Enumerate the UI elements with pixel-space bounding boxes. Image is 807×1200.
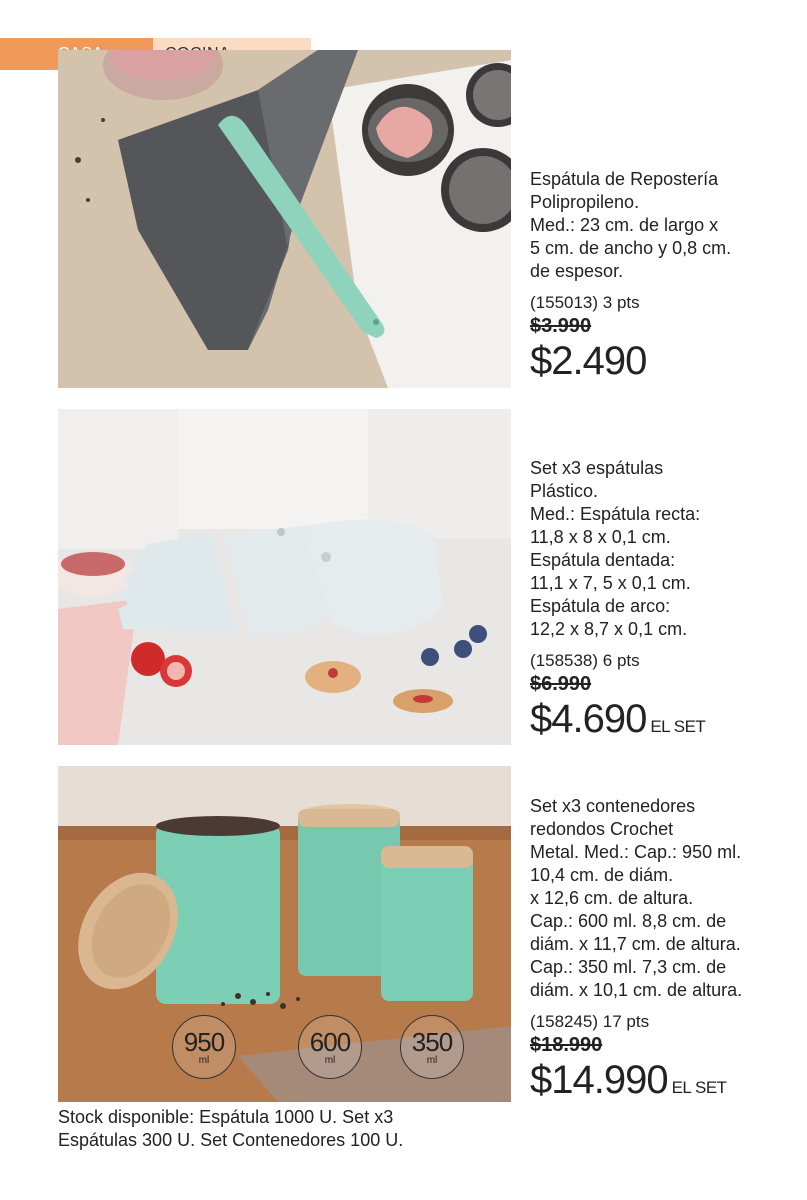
old-price: $18.990 (530, 1034, 603, 1056)
new-price-value: $4.690 (530, 697, 647, 741)
capacity-value: 350 (411, 1026, 453, 1057)
product-photo-scrapers (58, 409, 511, 745)
scrapers-image (58, 409, 511, 745)
stock-note (58, 1106, 478, 1152)
description-line: Med.: Espátula recta: (530, 504, 701, 524)
product-code: (158538) 6 pts (530, 651, 640, 670)
description-line: 11,8 x 8 x 0,1 cm. (530, 527, 671, 547)
capacity-badge-600 (298, 1015, 362, 1079)
stock-line: Stock disponible: Espátula 1000 U. Set x3 (58, 1107, 394, 1127)
new-price (530, 338, 800, 384)
product-info-spatula (530, 168, 800, 384)
product-code: (155013) 3 pts (530, 293, 640, 312)
description-line: Espátula dentada: (530, 550, 676, 570)
description-line: Cap.: 600 ml. 8,8 cm. de (530, 911, 727, 931)
capacity-unit: ml (426, 1054, 438, 1066)
stock-line: Espátulas 300 U. Set Contenedores 100 U. (58, 1130, 404, 1150)
capacity-badge-350 (400, 1015, 464, 1079)
description-line: Set x3 contenedores (530, 796, 696, 816)
capacity-value: 950 (183, 1026, 225, 1057)
spatula-image (58, 50, 511, 388)
capacity-unit: ml (324, 1054, 336, 1066)
capacity-unit: ml (198, 1054, 210, 1066)
description-line: Set x3 espátulas (530, 458, 664, 478)
description-line: 5 cm. de ancho y 0,8 cm. (530, 238, 732, 258)
old-price: $6.990 (530, 673, 592, 695)
description-line: de espesor. (530, 261, 624, 281)
description-line: redondos Crochet (530, 819, 674, 839)
description-line: Metal. Med.: Cap.: 950 ml. (530, 842, 742, 862)
description-line: diám. x 11,7 cm. de altura. (530, 934, 741, 954)
description-line: Polipropileno. (530, 192, 640, 212)
description-line: Plástico. (530, 481, 599, 501)
description-line: diám. x 10,1 cm. de altura. (530, 980, 743, 1000)
product-info-scrapers (530, 457, 800, 750)
description-line: Cap.: 350 ml. 7,3 cm. de (530, 957, 727, 977)
new-price (530, 696, 800, 750)
product-code: (158245) 17 pts (530, 1012, 650, 1031)
description-line: 12,2 x 8,7 x 0,1 cm. (530, 619, 688, 639)
product-photo-spatula (58, 50, 511, 388)
description-line: Med.: 23 cm. de largo x (530, 215, 719, 235)
product-info-canisters (530, 795, 800, 1111)
description-line: Espátula de arco: (530, 596, 671, 616)
capacity-value: 600 (309, 1026, 351, 1057)
price-suffix: EL SET (650, 717, 706, 736)
new-price-value: $14.990 (530, 1058, 668, 1102)
description-line: 10,4 cm. de diám. (530, 865, 674, 885)
description-line: Espátula de Repostería (530, 169, 719, 189)
old-price: $3.990 (530, 315, 592, 337)
description-line: x 12,6 cm. de altura. (530, 888, 694, 908)
new-price (530, 1057, 800, 1111)
description-line: 11,1 x 7, 5 x 0,1 cm. (530, 573, 691, 593)
capacity-badge-950 (172, 1015, 236, 1079)
new-price-value: $2.490 (530, 339, 647, 383)
price-suffix: EL SET (671, 1078, 727, 1097)
